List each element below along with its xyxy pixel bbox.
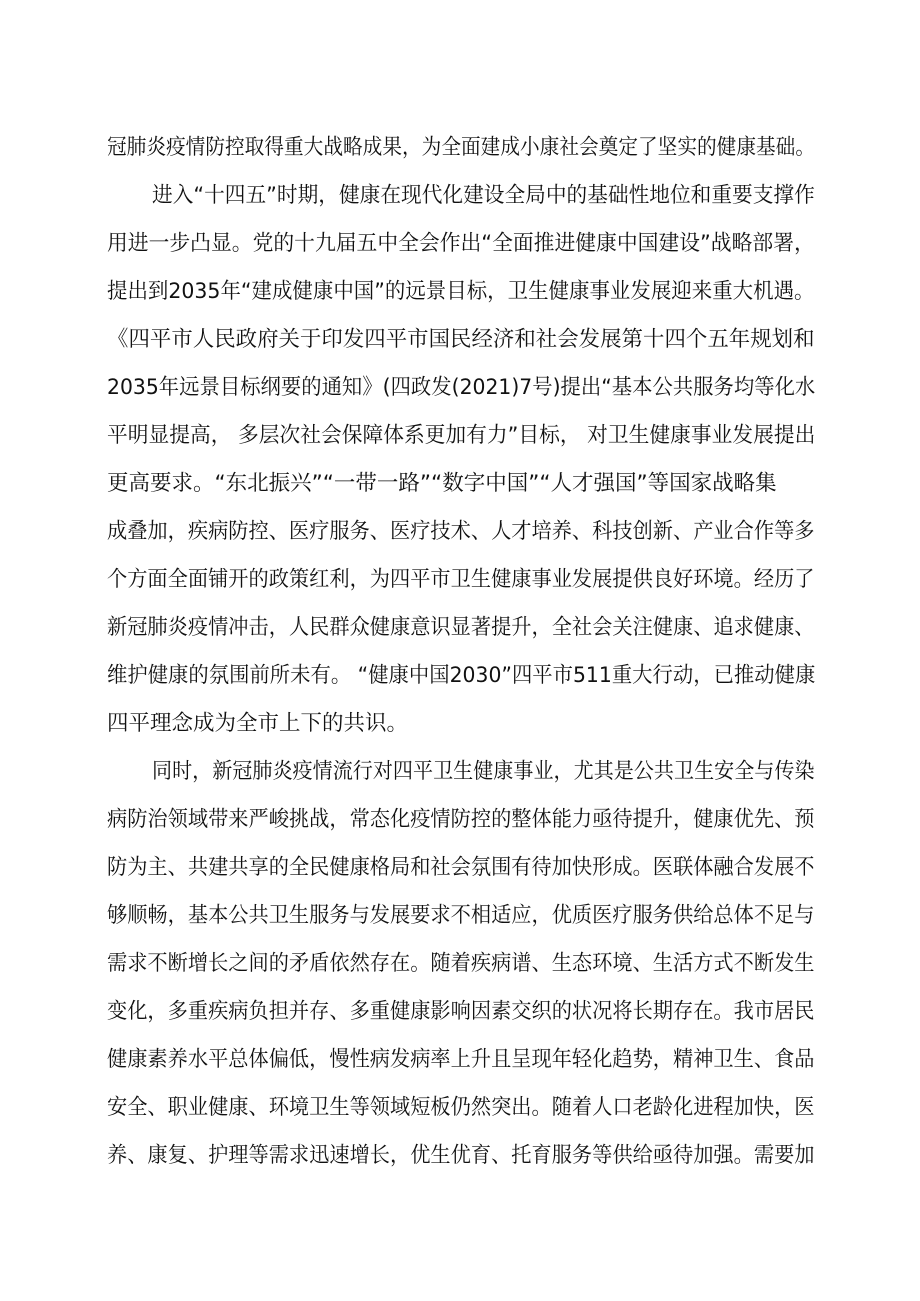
text-line: 安全、职业健康、环境卫生等领域短板仍然突出。随着人口老龄化进程加快，医 [107,1095,815,1120]
text-line: 养、康复、护理等需求迅速增长，优生优育、托育服务等供给亟待加强。需要加 [107,1143,815,1168]
text-line: 变化，多重疾病负担并存、多重健康影响因素交织的状况将长期存在。我市居民 [107,999,815,1024]
text-line: 进入“十四五”时期，健康在现代化建设全局中的基础性地位和重要支撑作 [152,183,815,208]
text-line: 新冠肺炎疫情冲击，人民群众健康意识显著提升，全社会关注健康、追求健康、 [107,615,815,640]
text-line: 健康素养水平总体偏低，慢性病发病率上升且呈现年轻化趋势，精神卫生、食品 [107,1047,815,1072]
text-line: 提出到2035年“建成健康中国”的远景目标，卫生健康事业发展迎来重大机遇。 [107,279,815,304]
text-line: 用进一步凸显。党的十九届五中全会作出“全面推进健康中国建设”战略部署， [107,231,815,256]
text-line: 平明显提高， 多层次社会保障体系更加有力”目标， 对卫生健康事业发展提出 [107,423,816,448]
text-line: 四平理念成为全市上下的共识。 [107,711,409,736]
text-line: 成叠加，疾病防控、医疗服务、医疗技术、人才培养、科技创新、产业合作等多 [107,519,815,544]
text-line: 个方面全面铺开的政策红利，为四平市卫生健康事业发展提供良好环境。经历了 [107,567,815,592]
text-line: 防为主、共建共享的全民健康格局和社会氛围有待加快形成。医联体融合发展不 [107,855,815,880]
text-line: 维护健康的氛围前所未有。 “健康中国2030”四平市511重大行动，已推动健康 [107,663,816,688]
text-line: 2035年远景目标纲要的通知》(四政发(2021)7号)提出“基本公共服务均等化水 [107,375,816,400]
text-line: 《四平市人民政府关于印发四平市国民经济和社会发展第十四个五年规划和 [107,327,815,352]
text-line: 更高要求。“东北振兴”“一带一路”“数字中国”“人才强国”等国家战略集 [107,471,777,496]
text-line: 够顺畅，基本公共卫生服务与发展要求不相适应，优质医疗服务供给总体不足与 [107,903,815,928]
text-line: 病防治领域带来严峻挑战，常态化疫情防控的整体能力亟待提升，健康优先、预 [107,807,815,832]
text-line: 同时，新冠肺炎疫情流行对四平卫生健康事业，尤其是公共卫生安全与传染 [152,759,815,784]
text-line: 冠肺炎疫情防控取得重大战略成果，为全面建成小康社会奠定了坚实的健康基础。 [107,135,815,160]
text-line: 需求不断增长之间的矛盾依然存在。随着疾病谱、生态环境、生活方式不断发生 [107,951,815,976]
